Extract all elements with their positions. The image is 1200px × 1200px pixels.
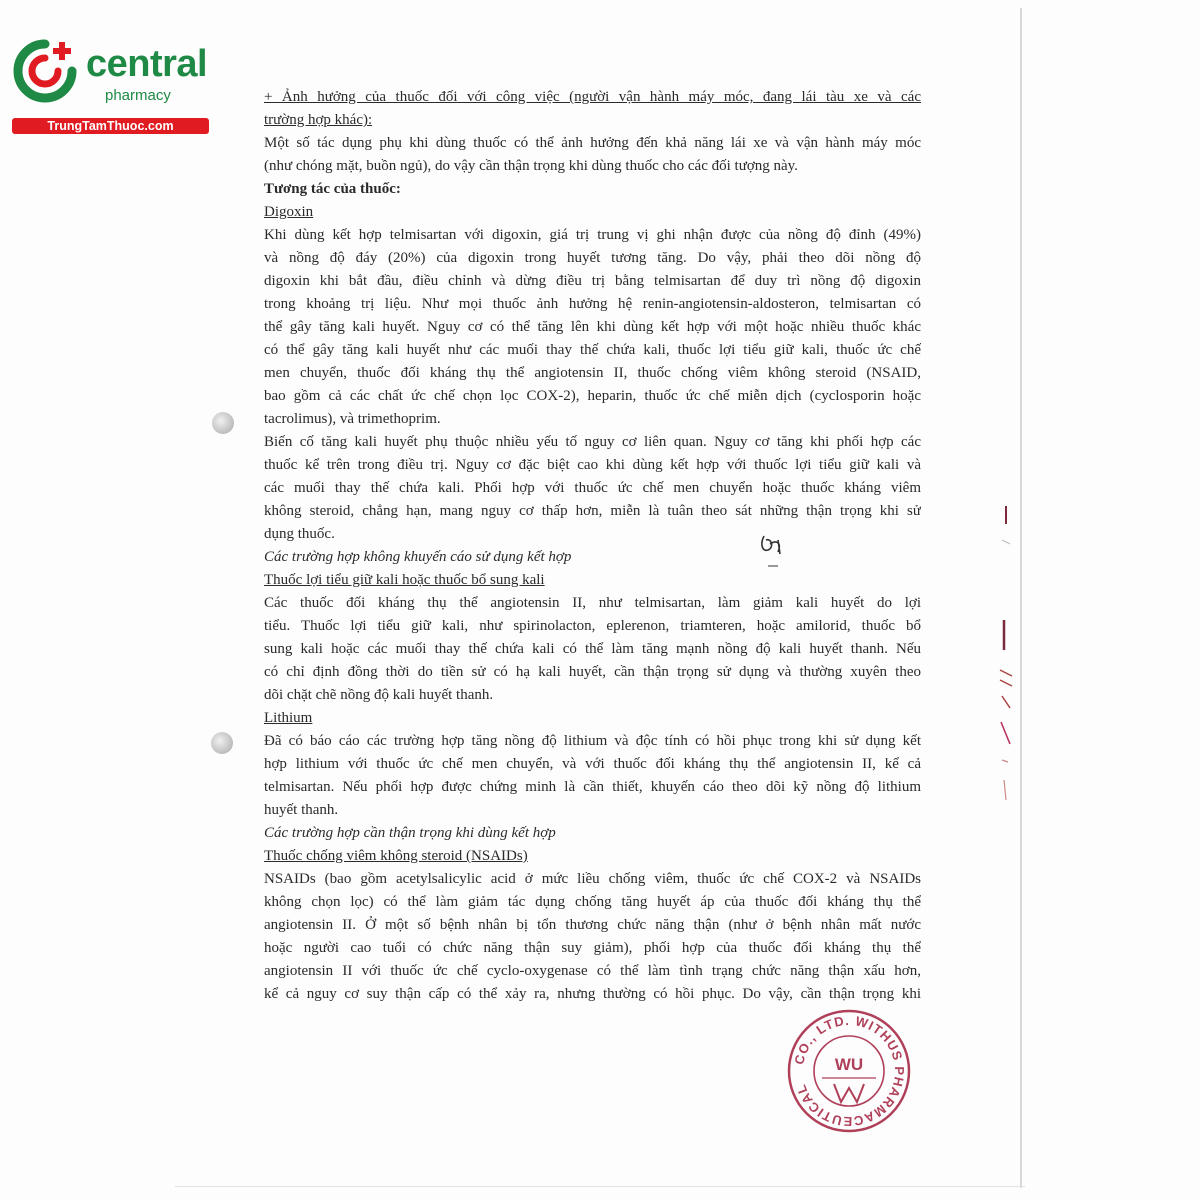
- paragraph-line: có chỉ định đồng thời do tiền sử có hạ kali huyết, cần thận trọng sử dụng và thường xuyên theo: [264, 664, 921, 680]
- caution-heading: Các trường hợp cần thận trọng khi dùng kết hợp: [264, 825, 556, 841]
- paragraph-line: (như chóng mặt, buồn ngủ), do vậy cần thận trọng khi dùng thuốc cho các đối tượng này.: [264, 158, 798, 174]
- paragraph-line: dõi chặt chẽ nồng độ kali huyết thanh.: [264, 687, 494, 703]
- logo-brand-name: central: [86, 43, 208, 85]
- logo-website: TrungTamThuoc.com: [12, 118, 209, 134]
- digoxin-heading-text: Digoxin: [264, 204, 314, 220]
- paragraph-line: angiotensin II với thuốc ức chế cyclo-oxygenase có thể làm tình trạng chức năng thận xấu hơn,: [264, 963, 921, 979]
- paragraph-line: thuốc kể trên trong điều trị. Nguy cơ đặc biệt cao khi dùng kết hợp với thuốc lợi tiểu giữ kali và: [264, 457, 921, 473]
- paragraph-line: các muối thay thế chứa kali. Phối hợp với thuốc ức chế men chuyển hoặc thuốc kháng viêm: [264, 480, 921, 496]
- paragraph-line: Khi dùng kết hợp telmisartan với digoxin, giá trị trung vị ghi nhận được của nồng độ đỉnh (49%): [264, 227, 921, 243]
- paragraph-line: hợp lithium với thuốc ức chế men chuyển, và với thuốc đối kháng thụ thể angiotensin II, kể cả: [264, 756, 921, 772]
- paragraph-line: sung kali hoặc các muối thay thế chứa kali có thể làm tăng mạnh nồng độ kali huyết thanh. Nếu: [264, 641, 921, 657]
- paragraph-line: hoặc người cao tuổi có chức năng thận suy giảm), phối hợp của thuốc đối kháng thụ thể: [264, 940, 921, 956]
- logo-subtitle: pharmacy: [105, 87, 171, 104]
- nsaids-heading-text: Thuốc chống viêm không steroid (NSAIDs): [264, 848, 528, 864]
- paragraph-line: có thể gây tăng kali huyết như các muối thay thế chứa kali, thuốc lợi tiểu giữ kali, thuốc ức chế: [264, 342, 921, 358]
- page-bottom-edge: [175, 1186, 1025, 1187]
- paragraph-line: và nồng độ đáy (20%) của digoxin trong huyết tương tăng. Do vậy, phải theo dõi nồng độ: [264, 250, 921, 266]
- paragraph-line: kể cả nguy cơ suy thận cấp có thể xảy ra, nhưng thường có hồi phục. Do vậy, cần thận trọng khi: [264, 986, 921, 1002]
- paragraph-line: angiotensin II. Ở một số bệnh nhân bị tổn thương chức năng thận (như ở bệnh nhân mất nước: [264, 917, 921, 933]
- paragraph-line: thể gây tăng kali huyết. Nguy cơ có thể tăng lên khi dùng kết hợp với một hoặc nhiều thuốc khác: [264, 319, 921, 335]
- potassium-heading: [264, 569, 921, 592]
- paragraph-line: huyết thanh.: [264, 802, 339, 818]
- paragraph-line: tiểu. Thuốc lợi tiểu giữ kali, như spirinolacton, eplerenon, triamteren, hoặc amilorid, thuốc bổ: [264, 618, 921, 634]
- lithium-heading: [264, 707, 921, 730]
- seal-monogram: WU: [834, 1055, 864, 1074]
- page-edge-shadow: [1020, 8, 1022, 1188]
- work-effects-title-line1: + Ảnh hưởng của thuốc đối với công việc (người vận hành máy móc, đang lái tàu xe và các: [264, 89, 921, 105]
- punch-hole-bottom: [211, 732, 233, 754]
- interactions-heading: Tương tác của thuốc:: [264, 181, 401, 197]
- nsaids-heading: [264, 845, 921, 868]
- work-effects-title-line2: trường hợp khác):: [264, 112, 373, 128]
- paragraph-line: dụng thuốc.: [264, 526, 335, 542]
- central-pharmacy-logo: [12, 38, 212, 138]
- document-body: [264, 86, 921, 1006]
- company-seal-stamp-icon: [786, 1008, 912, 1134]
- paragraph-line: Các thuốc đối kháng thụ thể angiotensin II, như telmisartan, làm giảm kali huyết do lợi: [264, 595, 921, 611]
- margin-marks-icon: [992, 500, 1018, 820]
- paragraph-line: Đã có báo cáo các trường hợp tăng nồng độ lithium và độc tính có hồi phục trong khi sử dụng kết: [264, 733, 921, 749]
- paragraph-line: tacrolimus), và trimethoprim.: [264, 411, 441, 427]
- seal-ring-text: CO., LTD. WITHUS PHARMACEUTICAL: [791, 1012, 908, 1130]
- paragraph-line: trong khoảng trị liệu. Như mọi thuốc ảnh hưởng hệ renin-angiotensin-aldosteron, telmisartan có: [264, 296, 921, 312]
- paragraph-line: không chọn lọc) có thể làm giảm tác dụng chống tăng huyết áp của thuốc đối kháng thụ thể: [264, 894, 921, 910]
- paragraph-line: không steroid, chẳng hạn, mang nguy cơ thấp hơn, miễn là tuân theo sát những thận trọng khi sử: [264, 503, 921, 519]
- paragraph-line: Biến cố tăng kali huyết phụ thuộc nhiều yếu tố nguy cơ liên quan. Nguy cơ tăng khi phối hợp các: [264, 434, 921, 450]
- paragraph-line: bao gồm cả các chất ức chế chọn lọc COX-2), heparin, thuốc ức chế miễn dịch (cyclosporin hoặc: [264, 388, 921, 404]
- digoxin-heading: [264, 201, 921, 224]
- paragraph-line: men chuyển, thuốc đối kháng thụ thể angiotensin II, thuốc chống viêm không steroid (NSAID,: [264, 365, 921, 381]
- pharmacy-cross-logo-icon: [12, 38, 78, 104]
- not-recommended-heading: Các trường hợp không khuyến cáo sử dụng kết hợp: [264, 549, 572, 565]
- paragraph-line: telmisartan. Nếu phối hợp được chứng minh là cần thiết, khuyến cáo theo dõi kỹ nồng độ lithium: [264, 779, 921, 795]
- paragraph-line: digoxin khi bắt đầu, điều chỉnh và dừng điều trị bằng telmisartan để duy trì nồng độ digoxin: [264, 273, 921, 289]
- potassium-heading-text: Thuốc lợi tiểu giữ kali hoặc thuốc bổ sung kali: [264, 572, 545, 588]
- paragraph-line: Một số tác dụng phụ khi dùng thuốc có thể ảnh hưởng đến khả năng lái xe và vận hành máy móc: [264, 135, 921, 151]
- punch-hole-top: [212, 412, 234, 434]
- lithium-heading-text: Lithium: [264, 710, 313, 726]
- paragraph-line: NSAIDs (bao gồm acetylsalicylic acid ở mức liều chống viêm, thuốc ức chế COX-2 và NSAIDs: [264, 871, 921, 887]
- handwritten-initial-icon: [758, 530, 788, 572]
